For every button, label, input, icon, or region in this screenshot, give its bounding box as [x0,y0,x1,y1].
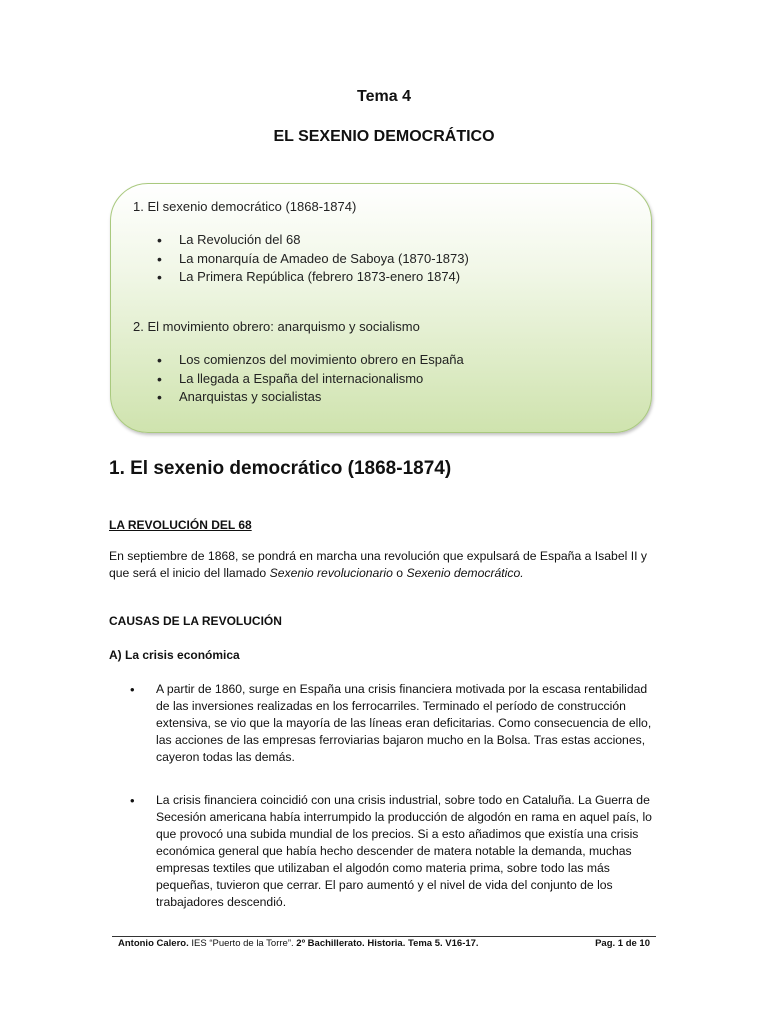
list-item: • Los comienzos del movimiento obrero en España [157,351,464,370]
bullet-text: La crisis financiera coincidió con una crisis industrial, sobre todo en Cataluña. La Guerra de Secesión americana había interrumpido la producción de algodón en rama en aquel país, lo que provocó una subida mundial de los precios. Si a esto añadimos que existía una crisis económica general que había hecho descender de matera notable la demanda, muchas empresas textiles que utilizaban el algodón como materia prima, sobre todo las más pequeñas, tuvieron que cerrar. El paro aumentó y el nivel de vida del conjunto de los trabajadores descendió. [156,793,652,909]
summary-section-2: 2. El movimiento obrero: anarquismo y socialismo [133,319,420,334]
summary-list-2 [157,351,464,407]
section-heading: 1. El sexenio democrático (1868-1874) [109,458,452,479]
intro-emphasis-2: Sexenio democrático. [406,566,524,580]
causes-heading: CAUSAS DE LA REVOLUCIÓN [109,614,282,628]
page-number: Pag. 1 de 10 [595,938,650,949]
list-item: • La Primera República (febrero 1873-enero 1874) [157,268,469,287]
list-item: • Anarquistas y socialistas [157,388,464,407]
bullet-icon: • [130,682,135,697]
revolution-heading: LA REVOLUCIÓN DEL 68 [109,518,252,532]
footer-course: 2º Bachillerato. Historia. Tema 5. V16-17. [293,938,479,949]
intro-connector: o [392,566,407,580]
list-item: • La Revolución del 68 [157,231,469,250]
summary-list-1 [157,231,469,287]
list-item: • La llegada a España del internacionalismo [157,370,464,389]
footer-divider [112,936,656,937]
intro-emphasis-1: Sexenio revolucionario [269,566,393,580]
footer [118,938,650,949]
footer-school: IES “Puerto de la Torre”. [188,938,294,949]
intro-paragraph [109,548,661,582]
page-title: EL SEXENIO DEMOCRÁTICO [273,128,495,145]
crisis-heading: A) La crisis económica [109,648,240,662]
summary-section-1: 1. El sexenio democrático (1868-1874) [133,199,357,214]
topic-number: Tema 4 [357,88,411,105]
intro-text: En septiembre de 1868, se pondrá en marcha una revolución que expulsará de España a Isabel II y que será el inicio del llamado [109,549,647,580]
summary-box [110,183,652,433]
footer-author: Antonio Calero. [118,938,189,949]
list-item: • La monarquía de Amadeo de Saboya (1870-1873) [157,250,469,269]
bullet-icon: • [130,793,135,808]
bullet-text: A partir de 1860, surge en España una crisis financiera motivada por la escasa rentabilidad de las inversiones realizadas en los ferrocarriles. Terminado el período de construcción extensiva, se vio que la mayoría de las líneas eran deficitarias. Como consecuencia de ello, las acciones de las empresas ferroviarias bajaron mucho en la Bolsa. Tras estas acciones, cayeron todas las demás. [156,682,652,764]
